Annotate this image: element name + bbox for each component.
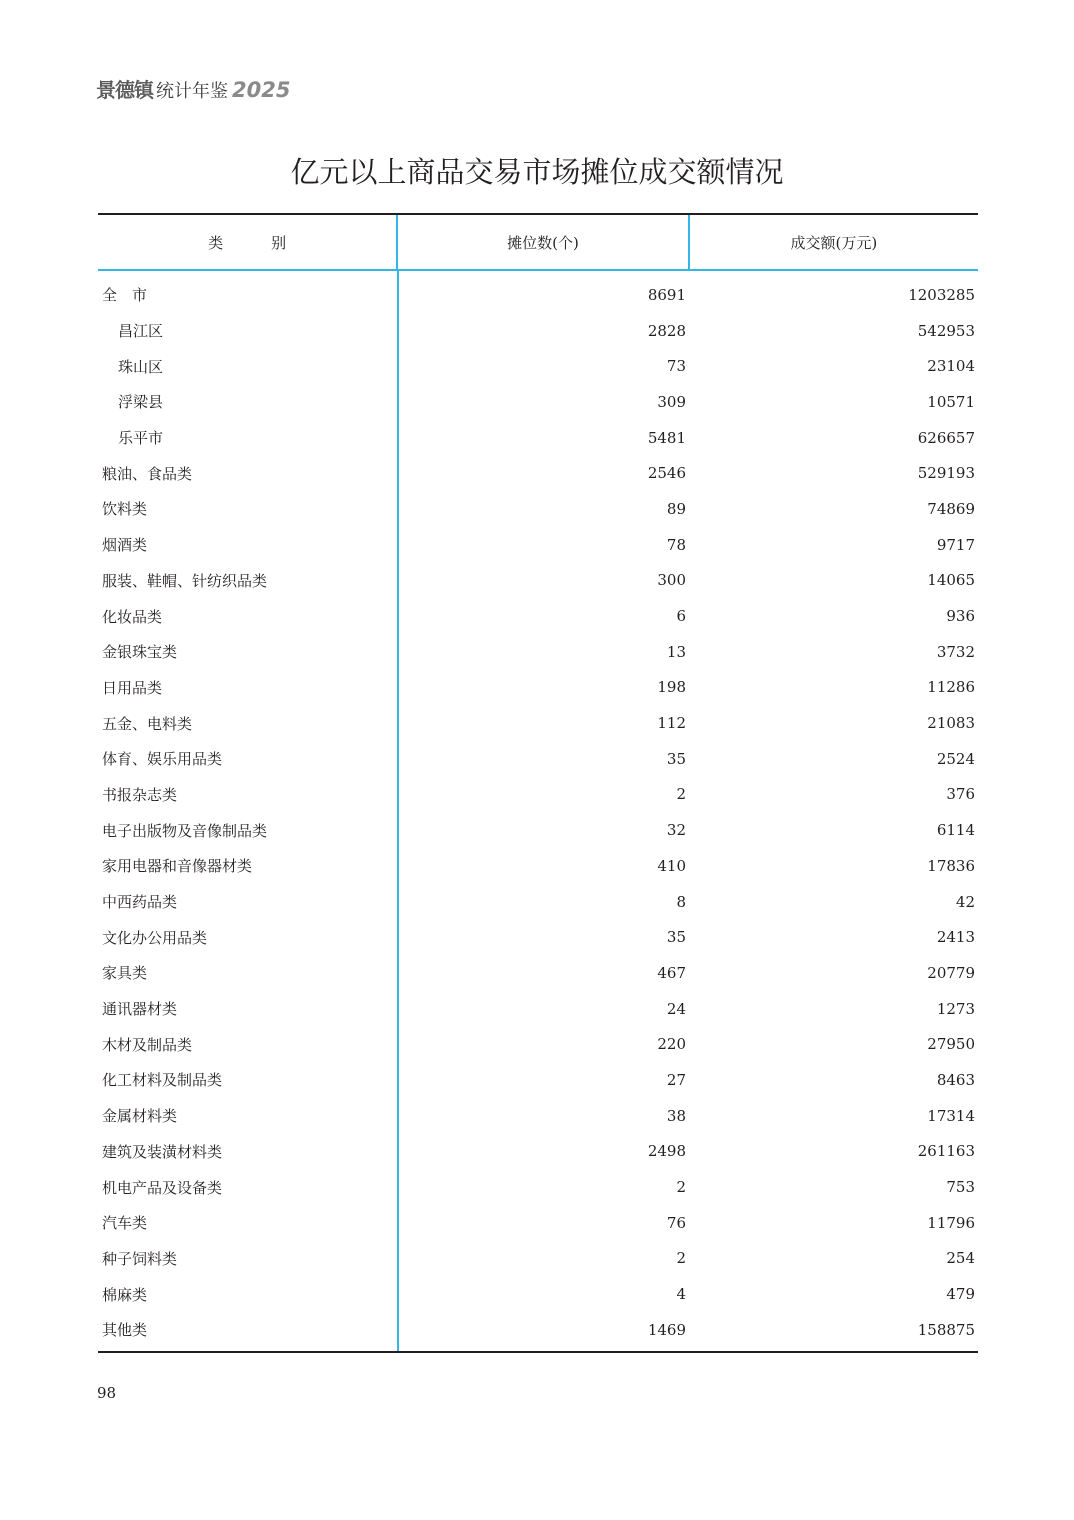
row-stalls: 2828 xyxy=(647,321,686,340)
header-category-a: 类 xyxy=(208,233,224,252)
row-stalls: 32 xyxy=(666,821,686,840)
row-category: 烟酒类 xyxy=(102,536,148,555)
row-stalls: 13 xyxy=(666,642,686,661)
row-category: 木材及制品类 xyxy=(102,1035,193,1054)
header-turnover: 成交额(万元) xyxy=(790,233,878,252)
data-table xyxy=(98,213,978,1353)
row-stalls: 220 xyxy=(657,1035,686,1054)
row-category: 种子饲料类 xyxy=(102,1249,178,1268)
row-turnover: 2413 xyxy=(936,928,975,947)
table-row xyxy=(98,455,978,491)
row-category: 日用品类 xyxy=(102,678,163,697)
row-turnover: 542953 xyxy=(917,321,975,340)
table-row xyxy=(98,670,978,706)
row-turnover: 42 xyxy=(955,892,975,911)
row-turnover: 254 xyxy=(946,1249,975,1268)
table-row xyxy=(98,1205,978,1241)
table-row xyxy=(98,634,978,670)
row-stalls: 198 xyxy=(657,678,686,697)
row-turnover: 376 xyxy=(946,785,975,804)
row-category: 体育、娱乐用品类 xyxy=(102,750,223,769)
row-turnover: 27950 xyxy=(927,1035,975,1054)
table-row xyxy=(98,777,978,813)
row-category: 书报杂志类 xyxy=(102,785,178,804)
table-row xyxy=(98,598,978,634)
row-category: 棉麻类 xyxy=(102,1285,148,1304)
row-turnover: 479 xyxy=(946,1285,975,1304)
header-stalls: 摊位数(个) xyxy=(398,215,689,269)
row-category: 中西药品类 xyxy=(102,893,178,912)
row-category: 粮油、食品类 xyxy=(102,464,193,483)
row-turnover: 17314 xyxy=(927,1106,975,1125)
row-stalls: 35 xyxy=(666,928,686,947)
table-row xyxy=(98,563,978,599)
table-header xyxy=(98,215,978,271)
row-turnover: 1203285 xyxy=(908,285,975,304)
row-stalls: 89 xyxy=(666,499,686,518)
row-category: 乐平市 xyxy=(118,429,164,448)
table-body xyxy=(98,271,978,1353)
row-category: 金银珠宝类 xyxy=(102,643,178,662)
table-row xyxy=(98,1169,978,1205)
row-stalls: 8691 xyxy=(647,285,686,304)
table-row xyxy=(98,705,978,741)
row-stalls: 467 xyxy=(657,963,686,982)
row-category: 其他类 xyxy=(102,1321,148,1340)
row-category: 浮梁县 xyxy=(118,393,164,412)
row-stalls: 38 xyxy=(666,1106,686,1125)
table-row xyxy=(98,1276,978,1312)
row-turnover: 9717 xyxy=(936,535,975,554)
row-category: 汽车类 xyxy=(102,1214,148,1233)
row-stalls: 76 xyxy=(666,1213,686,1232)
row-turnover: 3732 xyxy=(936,642,975,661)
row-turnover: 20779 xyxy=(927,963,975,982)
row-category: 五金、电料类 xyxy=(102,714,193,733)
row-turnover: 23104 xyxy=(927,357,975,376)
row-stalls: 27 xyxy=(666,1070,686,1089)
row-stalls: 4 xyxy=(676,1285,686,1304)
row-stalls: 78 xyxy=(666,535,686,554)
row-category: 机电产品及设备类 xyxy=(102,1178,223,1197)
table-row xyxy=(98,1098,978,1134)
table-row xyxy=(98,527,978,563)
row-turnover: 11286 xyxy=(927,678,975,697)
table-row xyxy=(98,348,978,384)
table-row xyxy=(98,884,978,920)
row-stalls: 24 xyxy=(666,999,686,1018)
table-row xyxy=(98,277,978,313)
row-stalls: 2 xyxy=(676,785,686,804)
row-stalls: 2 xyxy=(676,1249,686,1268)
table-row xyxy=(98,955,978,991)
row-stalls: 112 xyxy=(657,714,686,733)
table-row xyxy=(98,491,978,527)
row-turnover: 626657 xyxy=(917,428,975,447)
row-category: 昌江区 xyxy=(118,322,164,341)
table-row xyxy=(98,812,978,848)
row-category: 建筑及装潢材料类 xyxy=(102,1142,223,1161)
table-row xyxy=(98,848,978,884)
page-title: 亿元以上商品交易市场摊位成交额情况 xyxy=(290,155,784,189)
table-row xyxy=(98,919,978,955)
row-category: 电子出版物及音像制品类 xyxy=(102,821,268,840)
row-category: 服装、鞋帽、针纺织品类 xyxy=(102,571,268,590)
header-book: 统计年鉴 xyxy=(156,81,228,102)
row-turnover: 158875 xyxy=(917,1320,975,1339)
row-category: 化工材料及制品类 xyxy=(102,1071,223,1090)
row-category: 饮料类 xyxy=(102,500,148,519)
row-turnover: 11796 xyxy=(927,1213,975,1232)
table-row xyxy=(98,1312,978,1348)
row-turnover: 753 xyxy=(946,1178,975,1197)
row-stalls: 300 xyxy=(657,571,686,590)
row-turnover: 2524 xyxy=(936,749,975,768)
row-category: 金属材料类 xyxy=(102,1107,178,1126)
table-row xyxy=(98,420,978,456)
running-header xyxy=(96,74,290,103)
row-stalls: 2498 xyxy=(647,1142,686,1161)
row-turnover: 529193 xyxy=(917,464,975,483)
row-turnover: 6114 xyxy=(936,821,975,840)
table-row xyxy=(98,1026,978,1062)
table-row xyxy=(98,1241,978,1277)
row-stalls: 35 xyxy=(666,749,686,768)
row-category: 珠山区 xyxy=(118,357,164,376)
row-category: 全 市 xyxy=(102,286,148,305)
row-stalls: 2546 xyxy=(647,464,686,483)
row-turnover: 1273 xyxy=(936,999,975,1018)
table-row xyxy=(98,1134,978,1170)
row-turnover: 14065 xyxy=(927,571,975,590)
row-stalls: 309 xyxy=(657,392,686,411)
row-stalls: 8 xyxy=(676,892,686,911)
row-stalls: 5481 xyxy=(647,428,686,447)
table-row xyxy=(98,741,978,777)
row-category: 家用电器和音像器材类 xyxy=(102,857,253,876)
row-stalls: 2 xyxy=(676,1178,686,1197)
row-category: 家具类 xyxy=(102,964,148,983)
table-row xyxy=(98,313,978,349)
header-year: 2025 xyxy=(232,78,291,102)
page-number: 98 xyxy=(97,1384,117,1402)
row-category: 通讯器材类 xyxy=(102,1000,178,1019)
row-turnover: 21083 xyxy=(927,714,975,733)
row-category: 化妆品类 xyxy=(102,607,163,626)
header-category-b: 别 xyxy=(271,233,287,252)
row-stalls: 410 xyxy=(657,856,686,875)
table-row xyxy=(98,384,978,420)
table-row xyxy=(98,991,978,1027)
row-stalls: 6 xyxy=(676,607,686,626)
row-stalls: 1469 xyxy=(647,1320,686,1339)
row-category: 文化办公用品类 xyxy=(102,928,208,947)
row-turnover: 10571 xyxy=(927,392,975,411)
table-row xyxy=(98,1062,978,1098)
row-turnover: 74869 xyxy=(927,499,975,518)
row-turnover: 8463 xyxy=(936,1070,975,1089)
header-category xyxy=(98,215,398,269)
row-turnover: 936 xyxy=(946,607,975,626)
row-turnover: 261163 xyxy=(917,1142,975,1161)
row-turnover: 17836 xyxy=(927,856,975,875)
row-stalls: 73 xyxy=(666,357,686,376)
header-city: 景德镇 xyxy=(96,78,153,102)
